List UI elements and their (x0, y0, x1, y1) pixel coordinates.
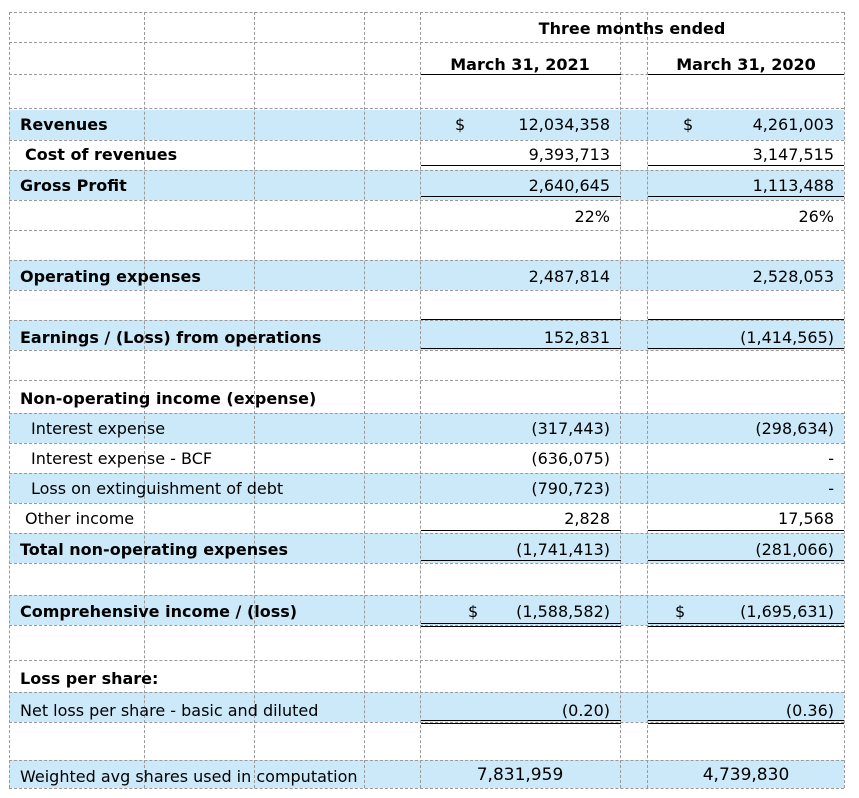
double-underline (421, 623, 621, 624)
subtotal-underline (648, 530, 844, 531)
gridline-h (9, 170, 844, 171)
value-weighted-shares-2021: 7,831,959 (476, 765, 564, 785)
gridline-h (9, 260, 844, 261)
total-underline (648, 348, 844, 349)
value-cost-2020: 3,147,515 (752, 145, 834, 164)
double-underline (421, 723, 621, 724)
value-comprehensive-2020: (1,695,631) (740, 602, 834, 621)
row-label-interest-expense: Interest expense (31, 419, 166, 438)
total-underline (421, 560, 621, 561)
gridline-h (9, 760, 844, 761)
column-header-2021: March 31, 2021 (450, 55, 590, 74)
row-label-loss-on-extinguishment: Loss on extinguishment of debt (31, 479, 284, 498)
currency-symbol: $ (468, 602, 479, 621)
gridline-h (9, 230, 844, 231)
row-label-other-income: Other income (25, 509, 135, 528)
row-label-gross-profit: Gross Profit (20, 176, 127, 195)
value-earnings-2021: 152,831 (543, 328, 610, 347)
gridline-h (9, 660, 844, 661)
value-interest-bcf-2021: (636,075) (531, 449, 610, 468)
row-label-total-non-operating: Total non-operating expenses (20, 540, 288, 559)
value-gross-profit-2021: 2,640,645 (528, 176, 610, 195)
subtotal-underline (648, 319, 844, 320)
double-underline (648, 623, 844, 624)
value-comprehensive-2021: (1,588,582) (516, 602, 610, 621)
value-loss-extinguishment-2020: - (828, 479, 834, 498)
value-net-loss-per-share-2020: (0.36) (785, 701, 834, 720)
value-revenues-2020: 4,261,003 (752, 115, 834, 134)
gridline-h (9, 443, 844, 444)
subtotal-underline (421, 165, 621, 166)
value-gross-margin-2020: 26% (798, 207, 834, 226)
gridline-h (9, 380, 844, 381)
period-header: Three months ended (538, 19, 726, 38)
gridline-h (9, 533, 844, 534)
gridline-v (9, 12, 10, 788)
value-opex-2021: 2,487,814 (528, 267, 610, 286)
value-revenues-2021: 12,034,358 (518, 115, 610, 134)
value-gross-profit-2020: 1,113,488 (752, 176, 834, 195)
gridline-h (9, 595, 844, 596)
gridline-h (9, 413, 844, 414)
gridline-h (9, 200, 844, 201)
currency-symbol: $ (675, 602, 686, 621)
double-underline (421, 626, 621, 627)
gridline-h (9, 12, 844, 13)
row-label-revenues: Revenues (20, 115, 108, 134)
gridline-h (9, 290, 844, 291)
value-total-non-operating-2020: (281,066) (755, 540, 834, 559)
gridline-h (9, 140, 844, 141)
section-heading-non-operating: Non-operating income (expense) (20, 389, 317, 408)
row-label-comprehensive-income: Comprehensive income / (loss) (20, 602, 298, 621)
value-other-income-2020: 17,568 (778, 509, 834, 528)
row-label-weighted-shares: Weighted avg shares used in computation (20, 767, 358, 786)
value-other-income-2021: 2,828 (564, 509, 610, 528)
gridline-h (9, 320, 844, 321)
total-underline (421, 348, 621, 349)
total-underline (421, 196, 621, 197)
value-loss-extinguishment-2021: (790,723) (531, 479, 610, 498)
value-net-loss-per-share-2021: (0.20) (561, 701, 610, 720)
value-interest-2020: (298,634) (755, 419, 834, 438)
value-opex-2020: 2,528,053 (752, 267, 834, 286)
gridline-h (9, 692, 844, 693)
gridline-v (364, 12, 365, 788)
gridline-h (9, 42, 844, 43)
currency-symbol: $ (455, 115, 466, 134)
gridline-h (9, 350, 844, 351)
value-interest-2021: (317,443) (531, 419, 610, 438)
total-underline (648, 560, 844, 561)
gridline-v (844, 12, 845, 788)
value-interest-bcf-2020: - (828, 449, 834, 468)
gridline-h (9, 788, 844, 789)
gridline-h (9, 563, 844, 564)
value-weighted-shares-2020: 4,739,830 (702, 765, 790, 785)
value-cost-2021: 9,393,713 (528, 145, 610, 164)
gridline-v (620, 12, 621, 788)
double-underline (648, 723, 844, 724)
subtotal-underline (421, 319, 621, 320)
section-heading-loss-per-share: Loss per share: (20, 669, 159, 688)
row-label-operating-expenses: Operating expenses (20, 267, 201, 286)
double-underline (648, 626, 844, 627)
value-earnings-2020: (1,414,565) (740, 328, 834, 347)
total-underline (648, 196, 844, 197)
value-gross-margin-2021: 22% (574, 207, 610, 226)
subtotal-underline (648, 165, 844, 166)
row-label-cost-of-revenues: Cost of revenues (25, 145, 178, 164)
currency-symbol: $ (683, 115, 694, 134)
subtotal-underline (421, 530, 621, 531)
row-label-earnings-from-operations: Earnings / (Loss) from operations (20, 328, 322, 347)
value-total-non-operating-2021: (1,741,413) (516, 540, 610, 559)
gridline-h (9, 503, 844, 504)
gridline-h (9, 108, 844, 109)
row-label-net-loss-per-share: Net loss per share - basic and diluted (20, 701, 319, 720)
row-label-interest-expense-bcf: Interest expense - BCF (31, 449, 213, 468)
gridline-h (9, 473, 844, 474)
column-header-2020: March 31, 2020 (676, 55, 816, 74)
